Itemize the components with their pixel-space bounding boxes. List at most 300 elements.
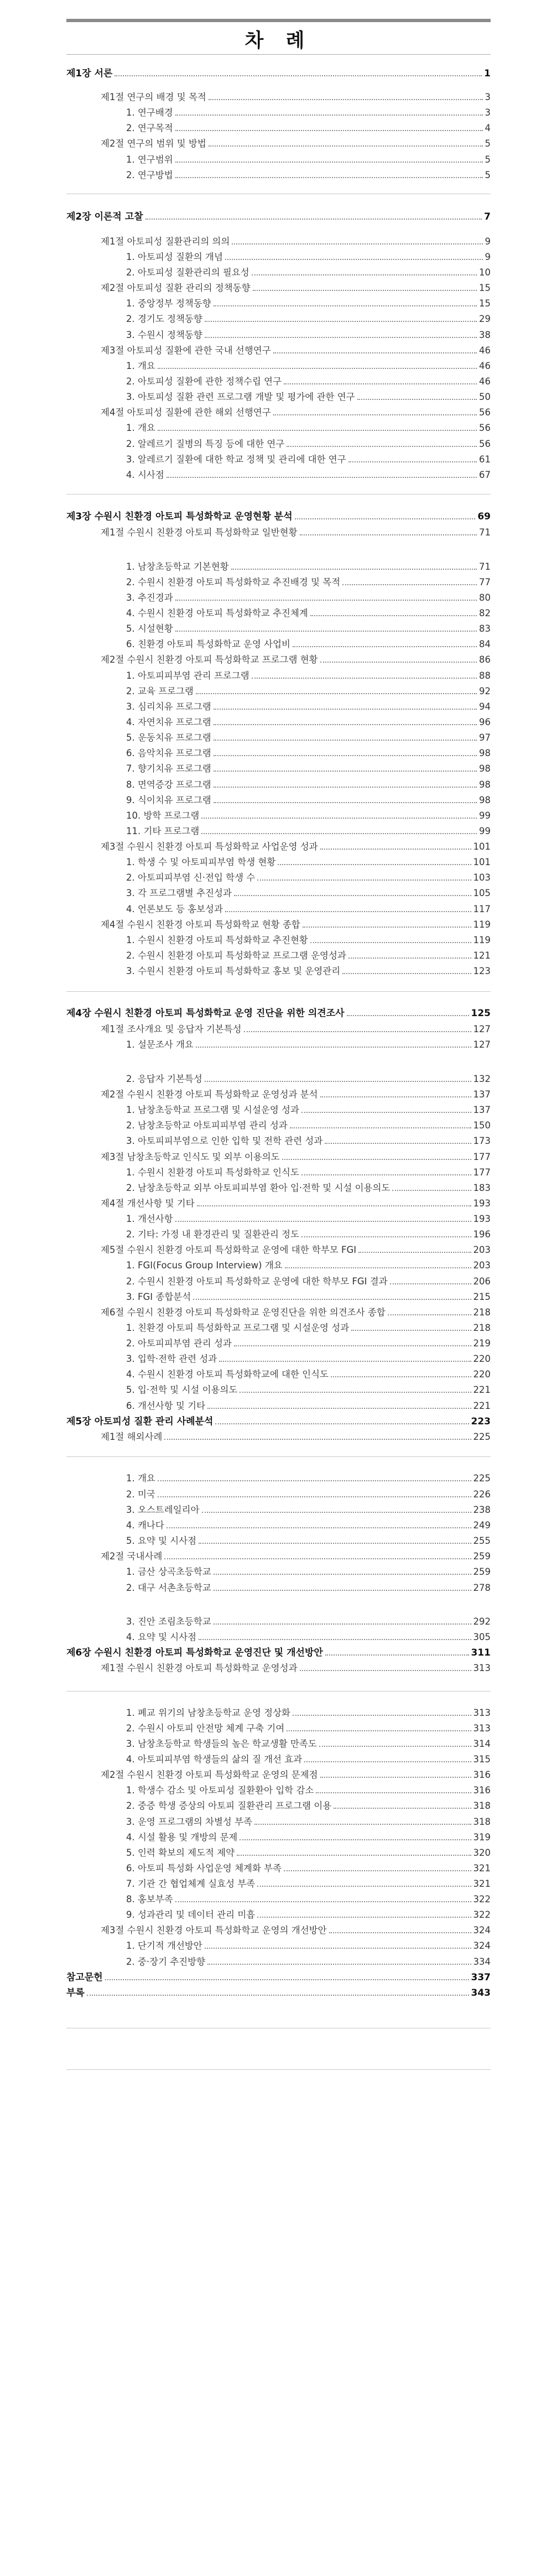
toc-page-number: 10 xyxy=(479,267,491,278)
toc-subsection-entry[interactable] xyxy=(126,1830,491,1845)
toc-subsection-entry[interactable] xyxy=(126,964,491,979)
toc-page-number: 4 xyxy=(485,123,491,133)
toc-page-number: 337 xyxy=(471,1972,491,1983)
dot-leader xyxy=(175,115,483,116)
toc-entry-label: 2. 남창초등학교 아토피피부염 관리 성과 xyxy=(126,1120,288,1131)
toc-subsection-entry[interactable] xyxy=(126,1799,491,1813)
toc-entry-label: 제2절 국내사례 xyxy=(101,1551,163,1562)
toc-entry-label: 제2절 수원시 친환경 아토피 특성화학교 운영성과 분석 xyxy=(101,1089,318,1100)
toc-section-entry[interactable] xyxy=(101,1661,491,1675)
toc-entry-label: 4. 시사점 xyxy=(126,470,164,480)
toc-entry-label: 제3절 수원시 친환경 아토피 특성화학교 사업운영 성과 xyxy=(101,841,318,852)
toc-subsection-entry[interactable] xyxy=(126,1118,491,1133)
toc-chapter-entry[interactable] xyxy=(66,66,491,81)
toc-subsection-entry[interactable] xyxy=(126,1581,491,1595)
dot-leader xyxy=(158,368,477,369)
toc-subsection-entry[interactable] xyxy=(126,312,491,326)
toc-subsection-entry[interactable] xyxy=(126,1212,491,1226)
dot-leader xyxy=(87,1995,469,1996)
toc-subsection-entry[interactable] xyxy=(126,390,491,404)
toc-page-number: 9 xyxy=(485,236,491,247)
toc-entry-label: 6. 음악치유 프로그램 xyxy=(126,748,211,758)
toc-entry-label: 2. 아토피피부염 신·전입 학생 수 xyxy=(126,872,256,883)
toc-subsection-entry[interactable] xyxy=(126,871,491,885)
toc-subsection-entry[interactable] xyxy=(126,1227,491,1242)
toc-page-number: 173 xyxy=(473,1136,491,1146)
toc-subsection-entry[interactable] xyxy=(126,1399,491,1413)
toc-entry-label: 제1장 서론 xyxy=(66,68,113,79)
toc-entry-label: 1. 학생 수 및 아토피피부염 학생 현황 xyxy=(126,857,276,867)
toc-subsection-entry[interactable] xyxy=(126,1721,491,1736)
toc-page-number: 193 xyxy=(473,1214,491,1224)
toc-subsection-entry[interactable] xyxy=(126,1955,491,1969)
dot-leader xyxy=(234,1345,471,1346)
toc-page-number: 38 xyxy=(479,330,491,340)
dot-leader xyxy=(287,446,477,447)
toc-chapter-entry[interactable] xyxy=(66,1006,491,1021)
toc-page-number: 88 xyxy=(479,670,491,681)
toc-section-entry[interactable] xyxy=(101,1923,491,1938)
section-divider xyxy=(66,1691,491,1692)
toc-entry-label: 8. 면역증강 프로그램 xyxy=(126,779,211,790)
toc-entry-label: 8. 홍보부족 xyxy=(126,1894,173,1904)
toc-page-number: 305 xyxy=(473,1632,491,1642)
toc-subsection-entry[interactable] xyxy=(126,949,491,963)
toc-page-number: 127 xyxy=(473,1039,491,1050)
toc-page-number: 119 xyxy=(473,919,491,930)
toc-entry-label: 3. 진안 조림초등학교 xyxy=(126,1616,211,1627)
toc-section-entry[interactable] xyxy=(101,1150,491,1164)
toc-entry-label: 제2절 아토피성 질환 관리의 정책동향 xyxy=(101,283,251,293)
dot-leader xyxy=(207,1964,471,1965)
toc-entry-label: 7. 기관 간 협업체계 실효성 부족 xyxy=(126,1878,256,1889)
toc-subsection-entry[interactable] xyxy=(126,731,491,745)
toc-page-number: 150 xyxy=(473,1120,491,1131)
toc-section-entry[interactable] xyxy=(101,235,491,249)
dot-leader xyxy=(214,802,477,803)
dot-leader xyxy=(300,534,477,535)
toc-subsection-entry[interactable] xyxy=(126,1134,491,1148)
dot-leader xyxy=(175,1901,471,1902)
dot-leader xyxy=(310,615,477,616)
dot-leader xyxy=(234,895,471,896)
toc-subsection-entry[interactable] xyxy=(126,1861,491,1876)
dot-leader xyxy=(244,1031,471,1032)
toc-entry-label: 1. 남창초등학교 기본현황 xyxy=(126,561,229,572)
toc-page-number: 5 xyxy=(485,138,491,149)
toc-page-number: 218 xyxy=(473,1307,491,1318)
dot-leader xyxy=(334,1808,471,1809)
toc-entry-label: 제2장 이론적 고찰 xyxy=(66,211,143,222)
toc-subsection-entry[interactable] xyxy=(126,153,491,167)
dot-leader xyxy=(390,1283,471,1284)
toc-subsection-entry[interactable] xyxy=(126,622,491,636)
toc-subsection-entry[interactable] xyxy=(126,886,491,901)
toc-subsection-entry[interactable] xyxy=(126,1565,491,1579)
toc-page-number: 316 xyxy=(473,1785,491,1796)
toc-page-number: 215 xyxy=(473,1292,491,1302)
dot-leader xyxy=(205,1948,471,1949)
toc-entry-label: 제1절 아토피성 질환관리의 의의 xyxy=(101,236,230,247)
toc-page-number: 61 xyxy=(479,454,491,465)
toc-entry-label: 2. 수원시 아토피 안전망 체계 구축 기여 xyxy=(126,1723,285,1734)
toc-subsection-entry[interactable] xyxy=(126,606,491,621)
dot-leader xyxy=(348,461,477,462)
toc-entry-label: 1. 연구범위 xyxy=(126,154,173,165)
toc-subsection-entry[interactable] xyxy=(126,1518,491,1533)
toc-section-entry[interactable] xyxy=(101,1243,491,1257)
toc-entry-label: 제1절 수원시 친환경 아토피 특성화학교 일반현황 xyxy=(101,527,298,538)
toc-subsection-entry[interactable] xyxy=(126,106,491,120)
dot-leader xyxy=(175,631,477,632)
toc-page-number: 98 xyxy=(479,795,491,805)
toc-entry-label: 1. 단기적 개선방안 xyxy=(126,1940,202,1951)
toc-entry-label: 부록 xyxy=(66,1987,85,1999)
toc-section-entry[interactable] xyxy=(101,1430,491,1444)
dot-leader xyxy=(257,1886,471,1887)
toc-entry-label: 1. FGI(Focus Group Interview) 개요 xyxy=(126,1260,283,1271)
toc-page-number: 196 xyxy=(473,1229,491,1240)
dot-leader xyxy=(225,259,483,260)
dot-leader xyxy=(284,383,477,384)
toc-page-number: 218 xyxy=(473,1323,491,1333)
dot-leader xyxy=(347,1015,469,1016)
toc-section-entry[interactable] xyxy=(101,281,491,295)
toc-page-number: 97 xyxy=(479,732,491,743)
toc-page-number: 99 xyxy=(479,826,491,836)
toc-section-entry[interactable] xyxy=(101,1768,491,1782)
toc-subsection-entry[interactable] xyxy=(126,824,491,839)
toc-entry-label: 6. 친환경 아토피 특성화학교 운영 사업비 xyxy=(126,639,290,649)
toc-subsection-entry[interactable] xyxy=(126,1877,491,1891)
toc-page-number: 127 xyxy=(473,1024,491,1034)
dot-leader xyxy=(214,305,477,306)
toc-page-number: 15 xyxy=(479,283,491,293)
toc-entry-label: 제2절 수원시 친환경 아토피 특성화학교 운영의 문제점 xyxy=(101,1770,318,1780)
toc-subsection-entry[interactable] xyxy=(126,1072,491,1086)
toc-section-entry[interactable] xyxy=(101,525,491,540)
toc-entry-label: 9. 식이치유 프로그램 xyxy=(126,795,211,805)
dot-leader xyxy=(164,1558,471,1559)
dot-leader xyxy=(209,99,483,100)
toc-entry-label: 4. 수원시 친환경 아토피 특성화학교에 대한 인식도 xyxy=(126,1369,329,1380)
dot-leader xyxy=(214,709,477,710)
toc-entry-label: 3. 수원시 정책동향 xyxy=(126,330,202,340)
dot-leader xyxy=(193,1299,471,1300)
toc-subsection-entry[interactable] xyxy=(126,762,491,776)
toc-entry-label: 제1절 수원시 친환경 아토피 특성화학교 운영성과 xyxy=(101,1663,298,1673)
toc-section-entry[interactable] xyxy=(101,653,491,667)
dot-leader xyxy=(207,1408,471,1409)
toc-entry-label: 1. 금산 상곡초등학교 xyxy=(126,1567,211,1577)
dot-leader xyxy=(293,646,477,647)
toc-entry-label: 3. 추진경과 xyxy=(126,592,173,603)
dot-leader xyxy=(214,1623,471,1625)
toc-section-entry[interactable] xyxy=(101,1087,491,1102)
dot-leader xyxy=(319,1746,471,1747)
toc-subsection-entry[interactable] xyxy=(126,1737,491,1751)
toc-page-number: 219 xyxy=(473,1338,491,1349)
toc-entry-label: 2. 남창초등학교 외부 아토피피부염 환아 입·전학 및 시설 이용의도 xyxy=(126,1183,391,1193)
toc-entry-label: 3. 입학·전학 관련 성과 xyxy=(126,1354,217,1364)
dot-leader xyxy=(329,1932,471,1933)
toc-subsection-entry[interactable] xyxy=(126,168,491,183)
dot-leader xyxy=(304,1761,471,1762)
toc-subsection-entry[interactable] xyxy=(126,1258,491,1273)
toc-entry-label: 4. 캐나다 xyxy=(126,1520,164,1531)
toc-section-entry[interactable] xyxy=(101,90,491,105)
toc-subsection-entry[interactable] xyxy=(126,468,491,482)
toc-subsection-entry[interactable] xyxy=(126,421,491,435)
toc-subsection-entry[interactable] xyxy=(126,684,491,699)
dot-leader xyxy=(316,1792,471,1793)
toc-section-entry[interactable] xyxy=(101,344,491,358)
toc-subsection-entry[interactable] xyxy=(126,793,491,808)
dot-leader xyxy=(287,1730,471,1731)
toc-chapter-entry[interactable] xyxy=(66,1970,491,1985)
toc-subsection-entry[interactable] xyxy=(126,1290,491,1304)
toc-entry-label: 제3장 수원시 친환경 아토피 특성화학교 운영현황 분석 xyxy=(66,511,293,522)
toc-page-number: 56 xyxy=(479,439,491,449)
dot-leader xyxy=(196,1047,471,1048)
toc-page-number: 311 xyxy=(471,1647,491,1658)
toc-page-number: 259 xyxy=(473,1567,491,1577)
toc-section-entry[interactable] xyxy=(101,405,491,420)
toc-subsection-entry[interactable] xyxy=(126,591,491,605)
toc-subsection-entry[interactable] xyxy=(126,1165,491,1180)
toc-page-number: 223 xyxy=(471,1416,491,1427)
dot-leader xyxy=(342,973,471,974)
toc-subsection-entry[interactable] xyxy=(126,1630,491,1645)
toc-subsection-entry[interactable] xyxy=(126,1815,491,1829)
dot-leader xyxy=(357,399,477,400)
toc-subsection-entry[interactable] xyxy=(126,1321,491,1335)
toc-section-entry[interactable] xyxy=(101,918,491,932)
toc-entry-label: 1. 친환경 아토피 특성화학교 프로그램 및 시설운영 성과 xyxy=(126,1323,350,1333)
toc-entry-label: 2. 응답자 기본특성 xyxy=(126,1074,202,1084)
dot-leader xyxy=(348,957,471,959)
toc-subsection-entry[interactable] xyxy=(126,1383,491,1397)
toc-subsection-entry[interactable] xyxy=(126,1503,491,1517)
toc-subsection-entry[interactable] xyxy=(126,700,491,714)
toc-entry-label: 6. 아토피 특성화 사업운영 체계화 부족 xyxy=(126,1863,282,1874)
toc-subsection-entry[interactable] xyxy=(126,1908,491,1922)
toc-section-entry[interactable] xyxy=(101,840,491,854)
toc-page-number: 313 xyxy=(473,1663,491,1673)
toc-section-entry[interactable] xyxy=(101,137,491,151)
section-divider xyxy=(66,991,491,992)
toc-subsection-entry[interactable] xyxy=(126,437,491,451)
toc-page-number: 29 xyxy=(479,314,491,324)
toc-subsection-entry[interactable] xyxy=(126,1615,491,1629)
dot-leader xyxy=(301,1112,471,1113)
dot-leader xyxy=(166,1527,471,1528)
dot-leader xyxy=(320,1096,471,1097)
toc-entry-label: 제4절 아토피성 질환에 관한 해외 선행연구 xyxy=(101,407,271,418)
toc-page-number: 69 xyxy=(477,511,491,522)
toc-section-entry[interactable] xyxy=(101,1549,491,1564)
toc-page-number: 137 xyxy=(473,1105,491,1115)
toc-subsection-entry[interactable] xyxy=(126,1892,491,1907)
dot-leader xyxy=(351,1330,471,1331)
toc-page-number: 77 xyxy=(479,577,491,587)
toc-page-number: 177 xyxy=(473,1152,491,1162)
toc-page-number: 278 xyxy=(473,1583,491,1593)
toc-page-number: 238 xyxy=(473,1505,491,1515)
toc-subsection-entry[interactable] xyxy=(126,855,491,870)
toc-subsection-entry[interactable] xyxy=(126,1336,491,1351)
dot-leader xyxy=(320,662,477,663)
toc-entry-label: 제3절 남창초등학교 인식도 및 외부 이용의도 xyxy=(101,1152,280,1162)
toc-subsection-entry[interactable] xyxy=(126,250,491,264)
page-title: 차 례 xyxy=(244,30,313,52)
toc-page-number: 98 xyxy=(479,748,491,758)
toc-chapter-entry[interactable] xyxy=(66,509,491,524)
dot-leader xyxy=(282,1159,471,1160)
dot-leader xyxy=(214,771,477,772)
toc-entry-label: 제1절 연구의 배경 및 목적 xyxy=(101,92,206,102)
dot-leader xyxy=(214,1590,471,1591)
toc-subsection-entry[interactable] xyxy=(126,1534,491,1548)
toc-subsection-entry[interactable] xyxy=(126,1846,491,1860)
toc-page-number: 119 xyxy=(473,935,491,945)
toc-subsection-entry[interactable] xyxy=(126,452,491,467)
dot-leader xyxy=(325,1654,469,1656)
toc-entry-label: 제5장 아토피성 질환 관리 사례분석 xyxy=(66,1416,214,1427)
toc-subsection-entry[interactable] xyxy=(126,933,491,948)
toc-entry-label: 2. 미국 xyxy=(126,1489,155,1500)
dot-leader xyxy=(273,352,477,353)
toc-subsection-entry[interactable] xyxy=(126,1783,491,1798)
toc-entry-label: 3. 심리치유 프로그램 xyxy=(126,701,211,712)
toc-page-number: 313 xyxy=(473,1708,491,1718)
toc-section-entry[interactable] xyxy=(101,1305,491,1320)
toc-subsection-entry[interactable] xyxy=(126,778,491,792)
dot-leader xyxy=(158,1480,471,1481)
toc-subsection-entry[interactable] xyxy=(126,809,491,823)
toc-entry-label: 2. 아토피성 질환에 관한 정책수립 연구 xyxy=(126,376,282,387)
toc-page-number: 5 xyxy=(485,170,491,180)
dot-leader xyxy=(310,942,471,943)
toc-entry-label: 1. 설문조사 개요 xyxy=(126,1039,194,1050)
toc-subsection-entry[interactable] xyxy=(126,575,491,590)
toc-subsection-entry[interactable] xyxy=(126,359,491,373)
toc-entry-label: 제2절 연구의 범위 및 방법 xyxy=(101,138,206,149)
toc-subsection-entry[interactable] xyxy=(126,1487,491,1502)
toc-subsection-entry[interactable] xyxy=(126,669,491,683)
toc-entry-label: 2. 수원시 친환경 아토피 특성화학교 운영에 대한 학부모 FGI 결과 xyxy=(126,1276,388,1287)
dot-leader xyxy=(205,321,477,322)
toc-chapter-entry[interactable] xyxy=(66,210,491,224)
toc-subsection-entry[interactable] xyxy=(126,1367,491,1382)
toc-page-number: 101 xyxy=(473,857,491,867)
toc-subsection-entry[interactable] xyxy=(126,560,491,574)
dot-leader xyxy=(202,1512,471,1513)
toc-subsection-entry[interactable] xyxy=(126,374,491,389)
dot-leader xyxy=(158,430,477,431)
toc-page-number: 322 xyxy=(473,1894,491,1904)
toc-entry-label: 1. 학생수 감소 및 아토피성 질환환아 입학 감소 xyxy=(126,1785,314,1796)
toc-subsection-entry[interactable] xyxy=(126,715,491,730)
toc-page-number: 221 xyxy=(473,1385,491,1395)
dot-leader xyxy=(199,1639,471,1640)
dot-leader xyxy=(175,130,483,131)
toc-page-number: 67 xyxy=(479,470,491,480)
dot-leader xyxy=(175,1221,471,1222)
toc-entry-label: 1. 개선사항 xyxy=(126,1214,173,1224)
dot-leader xyxy=(114,75,482,76)
toc-entry-label: 5. 요약 및 시사점 xyxy=(126,1536,197,1546)
dot-leader xyxy=(219,1361,471,1362)
toc-subsection-entry[interactable] xyxy=(126,637,491,652)
toc-page-number: 193 xyxy=(473,1198,491,1209)
toc-entry-label: 제5절 수원시 친환경 아토피 특성화학교 운영에 대한 학부모 FGI xyxy=(101,1245,357,1255)
dot-leader xyxy=(240,1392,471,1393)
toc-subsection-entry[interactable] xyxy=(126,1706,491,1720)
toc-entry-label: 3. 수원시 친환경 아토피 특성화학교 홍보 및 운영관리 xyxy=(126,966,341,976)
dot-leader xyxy=(252,678,477,679)
toc-page-number: 315 xyxy=(473,1754,491,1765)
section-divider xyxy=(66,1456,491,1457)
toc-subsection-entry[interactable] xyxy=(126,1181,491,1195)
toc-page-number: 225 xyxy=(473,1432,491,1442)
toc-subsection-entry[interactable] xyxy=(126,746,491,761)
toc-page-number: 203 xyxy=(473,1260,491,1271)
toc-entry-label: 5. 운동치유 프로그램 xyxy=(126,732,211,743)
toc-entry-label: 4. 자연치유 프로그램 xyxy=(126,717,211,727)
toc-subsection-entry[interactable] xyxy=(126,266,491,280)
toc-subsection-entry[interactable] xyxy=(126,296,491,311)
toc-page-number: 56 xyxy=(479,407,491,418)
dot-leader xyxy=(293,1715,471,1716)
toc-subsection-entry[interactable] xyxy=(126,1038,491,1052)
toc-subsection-entry[interactable] xyxy=(126,1274,491,1289)
toc-page-number: 220 xyxy=(473,1354,491,1364)
toc-subsection-entry[interactable] xyxy=(126,1352,491,1366)
toc-chapter-entry[interactable] xyxy=(66,1414,491,1429)
toc-subsection-entry[interactable] xyxy=(126,902,491,917)
toc-page-number: 83 xyxy=(479,623,491,634)
dot-leader xyxy=(388,1314,471,1315)
dot-leader xyxy=(254,1824,471,1825)
dot-leader xyxy=(303,927,471,928)
toc-subsection-entry[interactable] xyxy=(126,121,491,136)
toc-subsection-entry[interactable] xyxy=(126,328,491,342)
toc-subsection-entry[interactable] xyxy=(126,1103,491,1117)
toc-entry-label: 1. 폐교 위기의 남창초등학교 운영 정상화 xyxy=(126,1708,290,1718)
toc-page-number: 177 xyxy=(473,1167,491,1178)
toc-page-number: 50 xyxy=(479,392,491,402)
toc-subsection-entry[interactable] xyxy=(126,1471,491,1486)
toc-page-number: 314 xyxy=(473,1739,491,1749)
toc-chapter-entry[interactable] xyxy=(66,1986,491,2000)
toc-page-number: 183 xyxy=(473,1183,491,1193)
toc-section-entry[interactable] xyxy=(101,1196,491,1211)
toc-subsection-entry[interactable] xyxy=(126,1939,491,1953)
toc-entry-label: 10. 방학 프로그램 xyxy=(126,810,200,821)
toc-chapter-entry[interactable] xyxy=(66,1646,491,1660)
toc-page-number: 319 xyxy=(473,1832,491,1843)
title-top-rule xyxy=(66,19,491,22)
toc-page-number: 15 xyxy=(479,298,491,309)
toc-section-entry[interactable] xyxy=(101,1022,491,1037)
dot-leader xyxy=(158,1496,471,1497)
toc-page-number: 98 xyxy=(479,779,491,790)
toc-subsection-entry[interactable] xyxy=(126,1752,491,1767)
dot-leader xyxy=(358,1252,471,1253)
dot-leader xyxy=(225,911,471,912)
dot-leader xyxy=(278,864,471,865)
